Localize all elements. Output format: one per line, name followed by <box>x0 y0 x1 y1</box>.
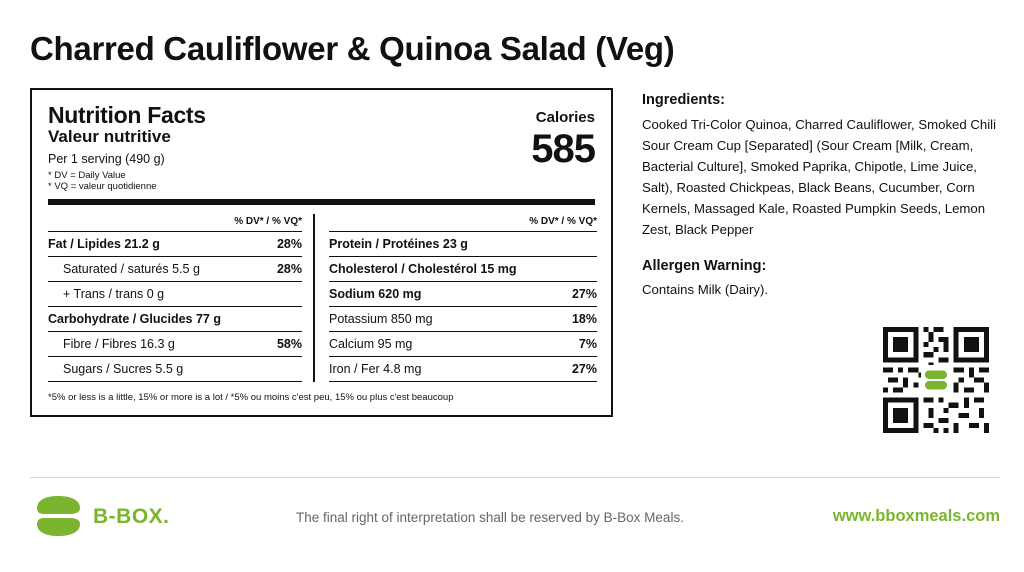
dv-note: * DV = Daily Value <box>48 170 126 181</box>
nutrient-name: Fat / Lipides 21.2 g <box>48 237 160 251</box>
nutrient-dv: 27% <box>571 287 597 301</box>
nutrient-row <box>329 332 597 357</box>
qr-code-icon[interactable] <box>883 327 989 433</box>
nutrient-dv: 28% <box>276 237 302 251</box>
nutrient-row <box>329 357 597 382</box>
nutrient-name: Calcium 95 mg <box>329 337 413 351</box>
nutrient-name: + Trans / trans 0 g <box>63 287 165 301</box>
nutrient-name: Saturated / saturés 5.5 g <box>63 262 200 276</box>
footer-divider <box>30 477 1000 478</box>
nutrition-facts-panel <box>30 88 613 417</box>
nutrient-dv: 7% <box>578 337 597 351</box>
thick-divider <box>48 199 595 205</box>
ingredients-text: Cooked Tri-Color Quinoa, Charred Cauliflower, Smoked Chili Sour Cream Cup [Separated] (Sour Cream [Milk, Cream, Bacterial Culture], Smoked Paprika, Chipotle, Lime Juice, Salt), Roasted Chickpeas, Black Beans, Cucumber, Corn Kernels, Massaged Kale, Roasted Pumpkin Seeds, Lemon Zest, Black Pepper <box>642 117 997 237</box>
website-link[interactable]: www.bboxmeals.com <box>832 507 1000 525</box>
nutrition-footnote: *5% or less is a little, 15% or more is a lot / *5% ou moins c'est peu, 15% ou plus c'est beaucoup <box>48 392 454 403</box>
calories-label: Calories <box>535 109 595 126</box>
nutrient-row <box>48 232 302 257</box>
ingredients-heading: Ingredients: <box>642 92 725 108</box>
calories-value: 585 <box>531 127 595 171</box>
footer-disclaimer: The final right of interpretation shall be reserved by B-Box Meals. <box>296 510 684 525</box>
nutrient-row <box>48 307 302 332</box>
brand-name: B-BOX. <box>93 505 170 528</box>
serving-size: Per 1 serving (490 g) <box>48 152 165 166</box>
vq-note: * VQ = valeur quotidienne <box>48 181 157 192</box>
nutrient-dv: 28% <box>276 262 302 276</box>
nutrient-name: Protein / Protéines 23 g <box>329 237 468 251</box>
nutrient-dv: 58% <box>276 337 302 351</box>
dv-column-header: % DV* / % VQ* <box>329 214 597 232</box>
nutrition-facts-title: Nutrition Facts <box>48 102 206 128</box>
nutrient-name: Sodium 620 mg <box>329 287 422 301</box>
column-divider <box>313 214 315 382</box>
nutrients-right-column <box>329 214 597 382</box>
nutrition-facts-subtitle: Valeur nutritive <box>48 127 171 146</box>
allergen-heading: Allergen Warning: <box>642 258 767 274</box>
nutrient-row <box>329 232 597 257</box>
nutrient-dv: 27% <box>571 362 597 376</box>
nutrient-row <box>48 332 302 357</box>
nutrient-name: Sugars / Sucres 5.5 g <box>63 362 184 376</box>
nutrient-name: Cholesterol / Cholestérol 15 mg <box>329 262 517 276</box>
nutrient-row <box>329 307 597 332</box>
nutrient-name: Iron / Fer 4.8 mg <box>329 362 422 376</box>
nutrient-name: Fibre / Fibres 16.3 g <box>63 337 175 351</box>
allergen-text: Contains Milk (Dairy). <box>642 282 769 297</box>
nutrients-left-column <box>48 214 302 382</box>
dv-column-header: % DV* / % VQ* <box>48 214 302 232</box>
nutrient-dv: 18% <box>571 312 597 326</box>
nutrient-row <box>329 282 597 307</box>
nutrient-name: Carbohydrate / Glucides 77 g <box>48 312 221 326</box>
nutrient-name: Potassium 850 mg <box>329 312 433 326</box>
nutrient-row <box>48 357 302 382</box>
nutrient-row <box>329 257 597 282</box>
bbox-logo-icon <box>34 495 82 537</box>
nutrient-row <box>48 257 302 282</box>
page-title: Charred Cauliflower & Quinoa Salad (Veg) <box>30 30 675 67</box>
nutrient-row <box>48 282 302 307</box>
